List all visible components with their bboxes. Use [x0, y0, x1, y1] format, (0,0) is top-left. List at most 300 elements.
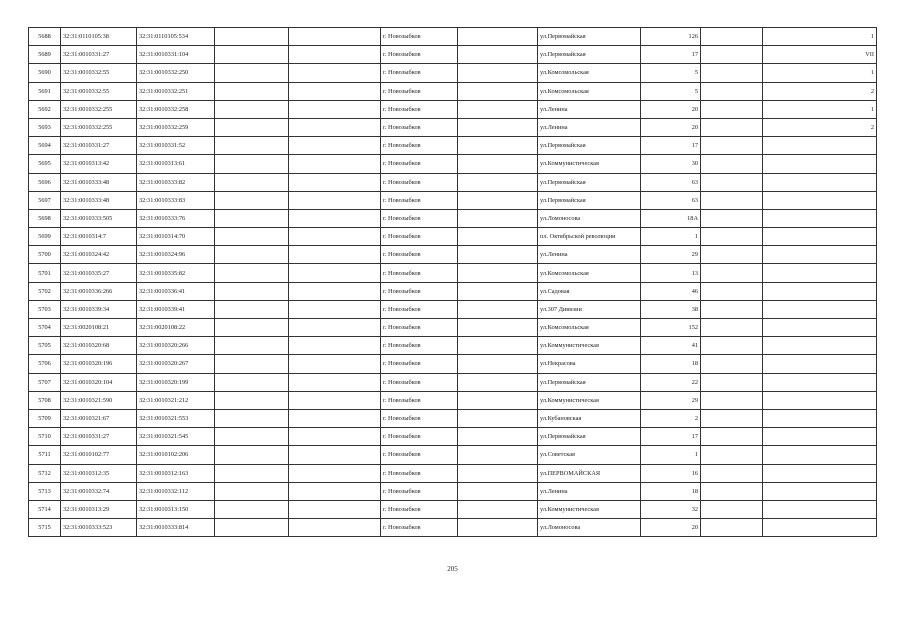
cell-house-number: 1	[641, 446, 701, 464]
table-row	[29, 391, 877, 409]
cell-parcel-cadastral-number: 32:31:0010332:55	[61, 64, 137, 82]
cell-object-cadastral-number: 32:31:0010332:259	[137, 118, 215, 136]
cell-parcel-cadastral-number: 32:31:0010313:29	[61, 500, 137, 518]
table-row	[29, 28, 877, 46]
cell-object-cadastral-number: 32:31:0010336:41	[137, 282, 215, 300]
cell-record-number: 5714	[29, 500, 61, 518]
table-row	[29, 82, 877, 100]
table-row	[29, 118, 877, 136]
cell-house-number: 17	[641, 428, 701, 446]
cell-empty	[215, 46, 289, 64]
table-row	[29, 446, 877, 464]
cell-record-number: 5708	[29, 391, 61, 409]
cell-object-cadastral-number: 32:31:0010332:251	[137, 82, 215, 100]
cell-object-cadastral-number: 32:31:0010332:250	[137, 64, 215, 82]
cell-empty	[289, 282, 381, 300]
cell-object-cadastral-number: 32:31:0010333:82	[137, 173, 215, 191]
cell-city: г. Новозыбков	[381, 137, 458, 155]
cell-parcel-cadastral-number: 32:31:0010332:255	[61, 118, 137, 136]
cell-house-number: 126	[641, 28, 701, 46]
cell-empty	[289, 319, 381, 337]
cell-record-number: 5688	[29, 28, 61, 46]
cell-empty	[458, 519, 538, 537]
cell-parcel-cadastral-number: 32:31:0010331:27	[61, 46, 137, 64]
cell-empty	[215, 282, 289, 300]
cell-house-number: 22	[641, 373, 701, 391]
cell-record-number: 5709	[29, 409, 61, 427]
cell-empty	[289, 100, 381, 118]
cell-record-number: 5713	[29, 482, 61, 500]
cell-empty	[701, 282, 763, 300]
cell-parcel-cadastral-number: 32:31:0010312:35	[61, 464, 137, 482]
cell-apartment: 1	[763, 64, 877, 82]
cell-house-number: 18	[641, 482, 701, 500]
table-body	[29, 28, 877, 537]
cell-parcel-cadastral-number: 32:31:0010333:48	[61, 191, 137, 209]
cell-empty	[458, 64, 538, 82]
cell-empty	[458, 500, 538, 518]
table-row	[29, 464, 877, 482]
table-row	[29, 409, 877, 427]
cell-city: г. Новозыбков	[381, 482, 458, 500]
cell-empty	[289, 64, 381, 82]
cell-empty	[289, 391, 381, 409]
cell-empty	[289, 300, 381, 318]
cell-object-cadastral-number: 32:31:0010331:52	[137, 137, 215, 155]
cell-apartment	[763, 391, 877, 409]
cell-empty	[215, 482, 289, 500]
cell-street: ул.Ленина	[538, 246, 641, 264]
cell-street: ул.Ломоносова	[538, 519, 641, 537]
cell-house-number: 30	[641, 155, 701, 173]
cell-empty	[701, 519, 763, 537]
cell-record-number: 5707	[29, 373, 61, 391]
cell-apartment	[763, 464, 877, 482]
registry-table	[28, 27, 877, 537]
cell-object-cadastral-number: 32:31:0010314:70	[137, 228, 215, 246]
cell-empty	[701, 246, 763, 264]
cell-empty	[701, 300, 763, 318]
cell-empty	[458, 482, 538, 500]
table-row	[29, 246, 877, 264]
cell-empty	[458, 391, 538, 409]
cell-empty	[458, 118, 538, 136]
cell-street: ул.Советская	[538, 446, 641, 464]
cell-empty	[215, 100, 289, 118]
cell-street: ул.Ленина	[538, 118, 641, 136]
cell-house-number: 1	[641, 228, 701, 246]
table-row	[29, 500, 877, 518]
cell-record-number: 5690	[29, 64, 61, 82]
cell-record-number: 5703	[29, 300, 61, 318]
cell-parcel-cadastral-number: 32:31:0010332:55	[61, 82, 137, 100]
cell-apartment	[763, 482, 877, 500]
cell-empty	[289, 464, 381, 482]
cell-parcel-cadastral-number: 32:31:0010332:74	[61, 482, 137, 500]
cell-house-number: 16	[641, 464, 701, 482]
cell-empty	[458, 337, 538, 355]
cell-empty	[289, 155, 381, 173]
cell-street: ул.Первомайская	[538, 28, 641, 46]
cell-empty	[289, 482, 381, 500]
cell-apartment	[763, 191, 877, 209]
cell-empty	[215, 137, 289, 155]
cell-empty	[701, 428, 763, 446]
cell-apartment	[763, 264, 877, 282]
cell-house-number: 63	[641, 191, 701, 209]
cell-empty	[215, 500, 289, 518]
cell-empty	[215, 191, 289, 209]
cell-empty	[215, 391, 289, 409]
cell-object-cadastral-number: 32:31:0010321:553	[137, 409, 215, 427]
cell-record-number: 5693	[29, 118, 61, 136]
cell-empty	[701, 228, 763, 246]
table-row	[29, 373, 877, 391]
cell-empty	[458, 409, 538, 427]
cell-empty	[458, 228, 538, 246]
table-row	[29, 64, 877, 82]
cell-street: ул.Коммунистическая	[538, 391, 641, 409]
cell-empty	[215, 209, 289, 227]
table-row	[29, 355, 877, 373]
cell-city: г. Новозыбков	[381, 300, 458, 318]
cell-empty	[701, 46, 763, 64]
cell-street: ул.Ленина	[538, 482, 641, 500]
cell-empty	[215, 409, 289, 427]
cell-empty	[215, 246, 289, 264]
cell-record-number: 5696	[29, 173, 61, 191]
cell-empty	[289, 173, 381, 191]
cell-empty	[458, 209, 538, 227]
cell-house-number: 17	[641, 46, 701, 64]
cell-house-number: 2	[641, 409, 701, 427]
cell-empty	[215, 228, 289, 246]
cell-apartment	[763, 173, 877, 191]
cell-house-number: 20	[641, 118, 701, 136]
cell-empty	[458, 82, 538, 100]
cell-object-cadastral-number: 32:31:0010333:814	[137, 519, 215, 537]
cell-object-cadastral-number: 32:31:0010333:83	[137, 191, 215, 209]
cell-empty	[215, 373, 289, 391]
cell-empty	[215, 155, 289, 173]
cell-object-cadastral-number: 32:31:0010321:212	[137, 391, 215, 409]
cell-apartment: 2	[763, 82, 877, 100]
cell-apartment	[763, 137, 877, 155]
cell-object-cadastral-number: 32:31:0010313:150	[137, 500, 215, 518]
cell-city: г. Новозыбков	[381, 173, 458, 191]
cell-object-cadastral-number: 32:31:0010333:76	[137, 209, 215, 227]
cell-apartment: 1	[763, 100, 877, 118]
cell-object-cadastral-number: 32:31:0010332:258	[137, 100, 215, 118]
cell-empty	[289, 228, 381, 246]
cell-empty	[289, 246, 381, 264]
cell-empty	[458, 246, 538, 264]
cell-empty	[289, 82, 381, 100]
cell-street: ул.Первомайская	[538, 46, 641, 64]
cell-empty	[215, 118, 289, 136]
cell-city: г. Новозыбков	[381, 155, 458, 173]
cell-house-number: 5	[641, 64, 701, 82]
cell-parcel-cadastral-number: 32:31:0020108:21	[61, 319, 137, 337]
cell-parcel-cadastral-number: 32:31:0010324:42	[61, 246, 137, 264]
cell-house-number: 32	[641, 500, 701, 518]
cell-empty	[289, 355, 381, 373]
cell-city: г. Новозыбков	[381, 337, 458, 355]
cell-empty	[458, 100, 538, 118]
cell-empty	[458, 373, 538, 391]
cell-house-number: 41	[641, 337, 701, 355]
cell-house-number: 18	[641, 355, 701, 373]
cell-parcel-cadastral-number: 32:31:0010102:77	[61, 446, 137, 464]
page-number: 205	[447, 565, 458, 573]
cell-empty	[289, 28, 381, 46]
cell-city: г. Новозыбков	[381, 319, 458, 337]
cell-empty	[289, 500, 381, 518]
cell-street: ул.Ленина	[538, 100, 641, 118]
cell-apartment	[763, 319, 877, 337]
table-row	[29, 46, 877, 64]
cell-empty	[289, 337, 381, 355]
cell-city: г. Новозыбков	[381, 500, 458, 518]
cell-empty	[458, 155, 538, 173]
cell-record-number: 5704	[29, 319, 61, 337]
cell-parcel-cadastral-number: 32:31:0110105:38	[61, 28, 137, 46]
cell-record-number: 5700	[29, 246, 61, 264]
cell-apartment	[763, 282, 877, 300]
cell-apartment	[763, 209, 877, 227]
cell-house-number: 20	[641, 519, 701, 537]
cell-apartment	[763, 246, 877, 264]
cell-city: г. Новозыбков	[381, 519, 458, 537]
cell-empty	[289, 446, 381, 464]
cell-empty	[289, 137, 381, 155]
cell-empty	[289, 118, 381, 136]
cell-record-number: 5694	[29, 137, 61, 155]
cell-parcel-cadastral-number: 32:31:0010336:266	[61, 282, 137, 300]
cell-record-number: 5715	[29, 519, 61, 537]
cell-empty	[701, 100, 763, 118]
table-row	[29, 209, 877, 227]
cell-apartment: 1	[763, 28, 877, 46]
cell-record-number: 5697	[29, 191, 61, 209]
cell-empty	[215, 173, 289, 191]
cell-record-number: 5695	[29, 155, 61, 173]
cell-empty	[701, 409, 763, 427]
cell-street: пл. Октябрьской революции	[538, 228, 641, 246]
cell-street: ул.Первомайская	[538, 373, 641, 391]
cell-empty	[701, 464, 763, 482]
cell-street: ул.Коммунистическая	[538, 155, 641, 173]
cell-empty	[701, 482, 763, 500]
cell-empty	[289, 191, 381, 209]
cell-empty	[458, 300, 538, 318]
cell-empty	[701, 373, 763, 391]
cell-street: ул.Первомайская	[538, 173, 641, 191]
cell-empty	[458, 28, 538, 46]
cell-city: г. Новозыбков	[381, 373, 458, 391]
cell-record-number: 5691	[29, 82, 61, 100]
cell-street: ул.Садовая	[538, 282, 641, 300]
cell-street: ул.307 Дивизии	[538, 300, 641, 318]
cell-record-number: 5706	[29, 355, 61, 373]
table-row	[29, 337, 877, 355]
cell-empty	[289, 209, 381, 227]
cell-empty	[289, 264, 381, 282]
cell-street: ул.Первомайская	[538, 137, 641, 155]
cell-empty	[289, 46, 381, 64]
cell-apartment	[763, 355, 877, 373]
cell-parcel-cadastral-number: 32:31:0010320:196	[61, 355, 137, 373]
cell-apartment	[763, 446, 877, 464]
cell-empty	[701, 118, 763, 136]
cell-parcel-cadastral-number: 32:31:0010332:255	[61, 100, 137, 118]
table-row	[29, 519, 877, 537]
cell-parcel-cadastral-number: 32:31:0010339:34	[61, 300, 137, 318]
cell-house-number: 38	[641, 300, 701, 318]
cell-parcel-cadastral-number: 32:31:0010335:27	[61, 264, 137, 282]
cell-house-number: 29	[641, 246, 701, 264]
cell-city: г. Новозыбков	[381, 391, 458, 409]
cell-apartment	[763, 300, 877, 318]
table-row	[29, 228, 877, 246]
cell-street: ул.Комсомольская	[538, 82, 641, 100]
cell-street: ул.Комсомольская	[538, 264, 641, 282]
cell-city: г. Новозыбков	[381, 191, 458, 209]
cell-record-number: 5689	[29, 46, 61, 64]
cell-house-number: 5	[641, 82, 701, 100]
cell-object-cadastral-number: 32:31:0010339:41	[137, 300, 215, 318]
cell-city: г. Новозыбков	[381, 446, 458, 464]
cell-apartment	[763, 500, 877, 518]
cell-record-number: 5701	[29, 264, 61, 282]
cell-record-number: 5702	[29, 282, 61, 300]
cell-empty	[458, 191, 538, 209]
cell-street: ул.Комсомольская	[538, 319, 641, 337]
cell-empty	[701, 209, 763, 227]
cell-record-number: 5699	[29, 228, 61, 246]
cell-empty	[701, 391, 763, 409]
table-row	[29, 428, 877, 446]
cell-city: г. Новозыбков	[381, 246, 458, 264]
cell-empty	[458, 282, 538, 300]
cell-object-cadastral-number: 32:31:0020108:22	[137, 319, 215, 337]
cell-city: г. Новозыбков	[381, 209, 458, 227]
cell-empty	[701, 319, 763, 337]
cell-house-number: 20	[641, 100, 701, 118]
cell-apartment	[763, 409, 877, 427]
cell-parcel-cadastral-number: 32:31:0010333:48	[61, 173, 137, 191]
cell-empty	[458, 446, 538, 464]
cell-apartment	[763, 428, 877, 446]
table-row	[29, 173, 877, 191]
cell-empty	[458, 264, 538, 282]
cell-empty	[458, 428, 538, 446]
cell-parcel-cadastral-number: 32:31:0010314:7	[61, 228, 137, 246]
cell-object-cadastral-number: 32:31:0010331:104	[137, 46, 215, 64]
table-row	[29, 137, 877, 155]
cell-object-cadastral-number: 32:31:0010312:163	[137, 464, 215, 482]
cell-object-cadastral-number: 32:31:0110105:534	[137, 28, 215, 46]
cell-apartment	[763, 155, 877, 173]
cell-apartment	[763, 373, 877, 391]
cell-object-cadastral-number: 32:31:0010332:112	[137, 482, 215, 500]
cell-street: ул.Коммунистическая	[538, 500, 641, 518]
cell-empty	[701, 500, 763, 518]
cell-city: г. Новозыбков	[381, 282, 458, 300]
cell-city: г. Новозыбков	[381, 118, 458, 136]
cell-empty	[458, 464, 538, 482]
cell-city: г. Новозыбков	[381, 355, 458, 373]
cell-empty	[701, 446, 763, 464]
cell-empty	[458, 46, 538, 64]
table-row	[29, 155, 877, 173]
cell-street: ул.ПЕРВОМАЙСКАЯ	[538, 464, 641, 482]
cell-empty	[701, 355, 763, 373]
cell-empty	[289, 519, 381, 537]
cell-empty	[458, 355, 538, 373]
cell-empty	[215, 319, 289, 337]
cell-empty	[701, 337, 763, 355]
cell-record-number: 5710	[29, 428, 61, 446]
table-row	[29, 300, 877, 318]
cell-empty	[215, 300, 289, 318]
cell-street: ул.Первомайская	[538, 428, 641, 446]
cell-record-number: 5705	[29, 337, 61, 355]
cell-empty	[458, 137, 538, 155]
cell-city: г. Новозыбков	[381, 64, 458, 82]
cell-city: г. Новозыбков	[381, 82, 458, 100]
cell-house-number: 29	[641, 391, 701, 409]
cell-record-number: 5698	[29, 209, 61, 227]
table-row	[29, 264, 877, 282]
cell-street: ул.Первомайская	[538, 191, 641, 209]
cell-city: г. Новозыбков	[381, 428, 458, 446]
cell-empty	[701, 173, 763, 191]
cell-object-cadastral-number: 32:31:0010324:96	[137, 246, 215, 264]
cell-empty	[215, 428, 289, 446]
cell-empty	[701, 155, 763, 173]
table-row	[29, 482, 877, 500]
cell-house-number: 46	[641, 282, 701, 300]
cell-city: г. Новозыбков	[381, 228, 458, 246]
cell-object-cadastral-number: 32:31:0010313:61	[137, 155, 215, 173]
cell-street: ул.Ломоносова	[538, 209, 641, 227]
cell-object-cadastral-number: 32:31:0010320:266	[137, 337, 215, 355]
cell-empty	[701, 264, 763, 282]
cell-apartment	[763, 228, 877, 246]
cell-street: ул.Кубановская	[538, 409, 641, 427]
cell-empty	[215, 337, 289, 355]
cell-parcel-cadastral-number: 32:31:0010313:42	[61, 155, 137, 173]
cell-parcel-cadastral-number: 32:31:0010331:27	[61, 428, 137, 446]
cell-house-number: 152	[641, 319, 701, 337]
cell-empty	[458, 319, 538, 337]
cell-empty	[289, 373, 381, 391]
cell-parcel-cadastral-number: 32:31:0010333:505	[61, 209, 137, 227]
cell-parcel-cadastral-number: 32:31:0010321:67	[61, 409, 137, 427]
table-row	[29, 191, 877, 209]
cell-record-number: 5711	[29, 446, 61, 464]
cell-empty	[701, 82, 763, 100]
cell-empty	[215, 464, 289, 482]
table-row	[29, 100, 877, 118]
cell-house-number: 63	[641, 173, 701, 191]
table-row	[29, 319, 877, 337]
cell-city: г. Новозыбков	[381, 264, 458, 282]
cell-record-number: 5712	[29, 464, 61, 482]
cell-city: г. Новозыбков	[381, 464, 458, 482]
cell-house-number: 18А	[641, 209, 701, 227]
